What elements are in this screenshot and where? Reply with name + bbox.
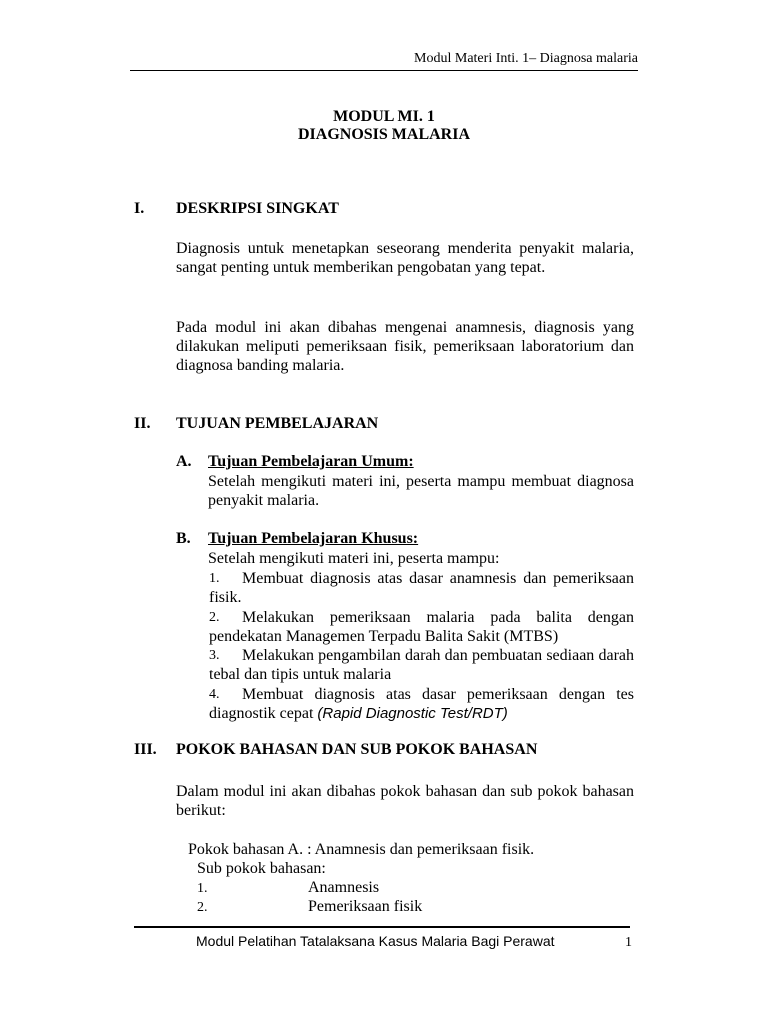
section-2-number: II.	[134, 415, 151, 432]
sub-item-number: 2.	[197, 900, 208, 915]
rdt-abbreviation: (Rapid Diagnostic Test/RDT)	[317, 705, 508, 722]
list-item-text: Membuat diagnosis atas dasar pemeriksaan dengan tes diagnostik cepat	[209, 686, 634, 722]
footer-text: Modul Pelatihan Tatalaksana Kasus Malaria Bagi Perawat	[196, 933, 555, 949]
list-item-number: 3.	[209, 648, 220, 663]
list-item: Melakukan pengambilan darah dan pembuatan sediaan darah tebal dan tipis untuk malaria	[209, 647, 634, 683]
running-header: Modul Materi Inti. 1– Diagnosa malaria	[414, 51, 638, 66]
section-1-paragraph-1: Diagnosis untuk menetapkan seseorang menderita penyakit malaria, sangat penting untuk memberikan pengobatan yang tepat.	[176, 240, 634, 276]
section-3-number: III.	[134, 741, 157, 758]
sub-topic-label: Sub pokok bahasan:	[197, 860, 326, 877]
list-item	[209, 685, 634, 723]
subsection-b-title: Tujuan Pembelajaran Khusus:	[208, 530, 419, 547]
page-number: 1	[625, 935, 632, 950]
subsection-b-intro: Setelah mengikuti materi ini, peserta mampu:	[208, 550, 500, 567]
list-item-number: 1.	[209, 571, 220, 586]
module-subtitle: DIAGNOSIS MALARIA	[297, 126, 471, 143]
section-1-heading: DESKRIPSI SINGKAT	[176, 200, 339, 217]
section-1-paragraph-2: Pada modul ini akan dibahas mengenai anamnesis, diagnosis yang dilakukan meliputi pemeriksaan fisik, pemeriksaan laboratorium dan diagnosa banding malaria.	[176, 319, 634, 374]
section-2-heading: TUJUAN PEMBELAJARAN	[176, 415, 379, 432]
section-3-intro: Dalam modul ini akan dibahas pokok bahasan dan sub pokok bahasan berikut:	[176, 783, 634, 819]
sub-item-number: 1.	[197, 881, 208, 896]
module-title: MODUL MI. 1	[333, 108, 435, 125]
header-rule	[130, 70, 638, 71]
list-item: Melakukan pemeriksaan malaria pada balita dengan pendekatan Managemen Terpadu Balita Sakit (MTBS)	[209, 609, 634, 645]
sub-item: Pemeriksaan fisik	[308, 898, 423, 915]
footer-rule	[134, 926, 630, 928]
list-item-number: 2.	[209, 610, 220, 625]
subsection-a-body: Setelah mengikuti materi ini, peserta mampu membuat diagnosa penyakit malaria.	[208, 473, 634, 509]
topic-a: Pokok bahasan A. : Anamnesis dan pemeriksaan fisik.	[188, 841, 535, 858]
section-3-heading: POKOK BAHASAN DAN SUB POKOK BAHASAN	[176, 741, 538, 758]
subsection-b-letter: B.	[176, 530, 191, 547]
list-item: Membuat diagnosis atas dasar anamnesis dan pemeriksaan fisik.	[209, 570, 634, 606]
list-item-number: 4.	[209, 687, 220, 702]
sub-item: Anamnesis	[308, 879, 380, 896]
section-1-number: I.	[134, 200, 145, 217]
subsection-a-title: Tujuan Pembelajaran Umum:	[208, 453, 414, 470]
subsection-a-letter: A.	[176, 453, 192, 470]
